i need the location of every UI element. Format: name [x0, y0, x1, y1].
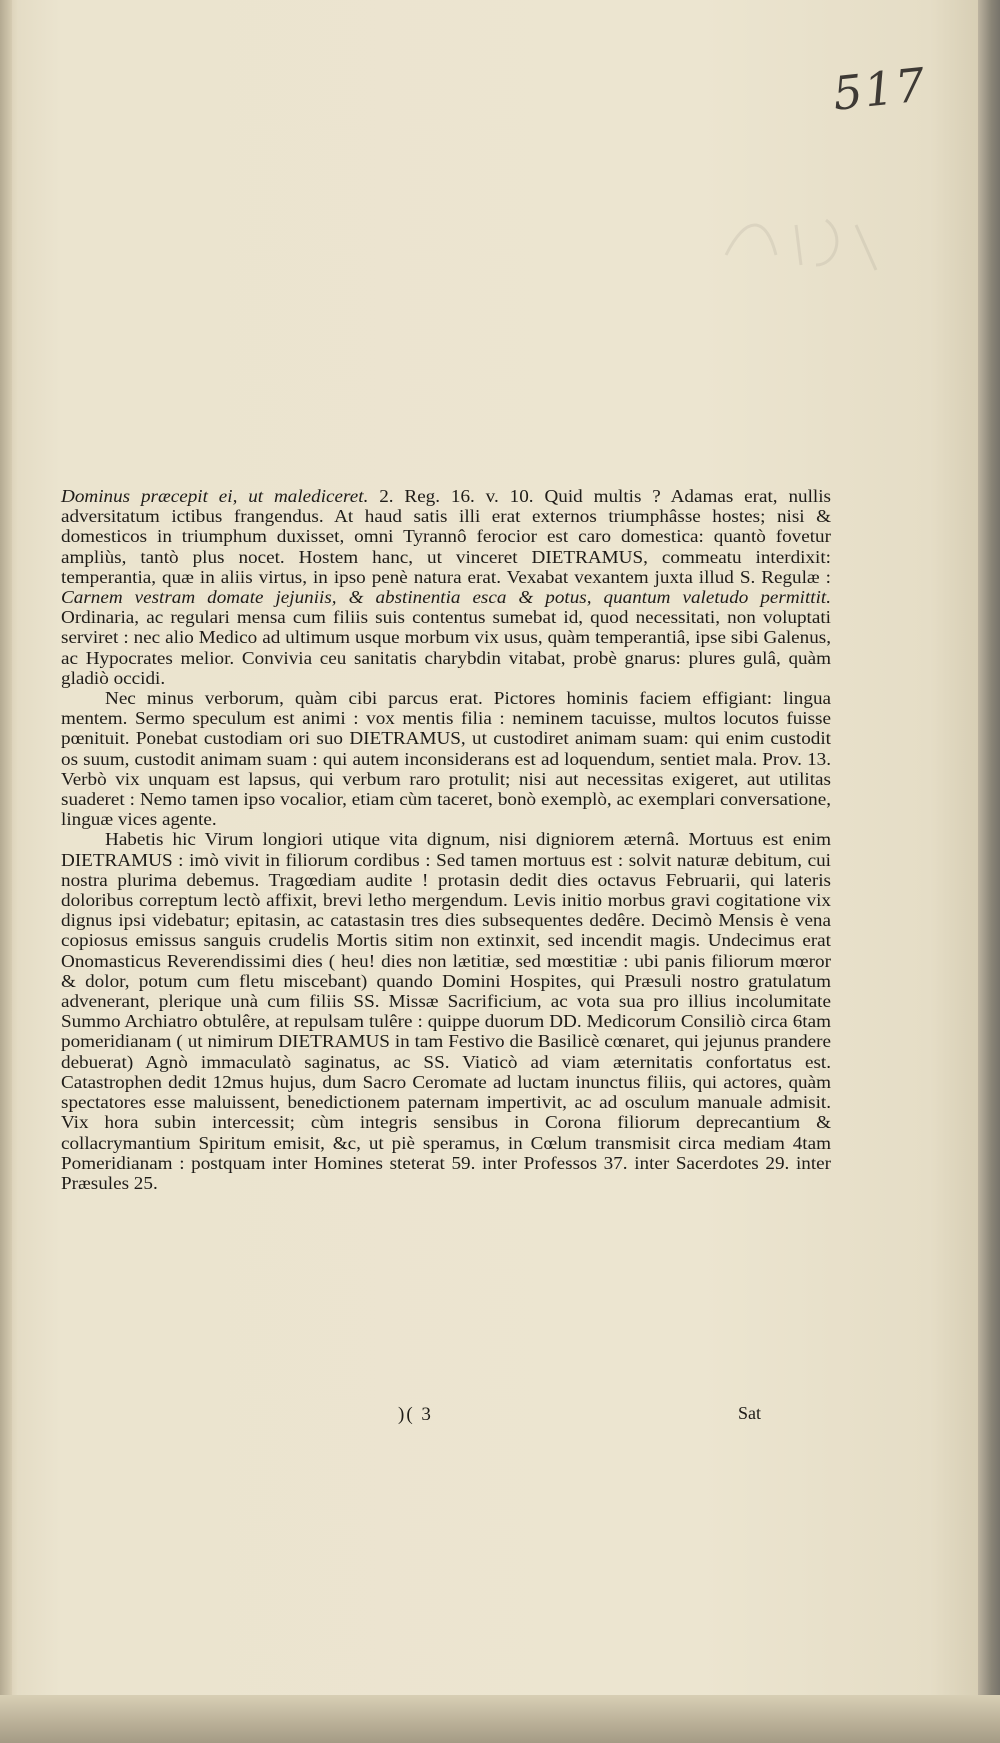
page-right-edge — [978, 0, 1000, 1743]
body-text — [61, 486, 831, 1193]
text-segment: 2. Reg. 16. v. 10. Quid multis ? Adamas erat, nullis adversitatum ictibus frangendus. At haud satis illi erat externos triumphâsse hostes; nisi & domesticos in triumphum duxisset, omni Tyrannô ferocior est caro domestica: quantò fovetur ampliùs, tantò plus nocet. Hostem hanc, ut vinceret DIETRAMUS, commeatu interdixit: temperantia, quæ in aliis virtus, in ipso penè natura erat. Vexabat vexantem juxta illud S. Regulæ : — [61, 486, 831, 587]
catchword: Sat — [738, 1403, 762, 1423]
paragraph — [61, 486, 831, 688]
signature-mark: )( 3 — [398, 1404, 433, 1425]
page-left-edge — [0, 0, 12, 1743]
italic-text-segment: Carnem vestram domate jejuniis, & abstinentia esca & potus, quantum valetudo permittit. — [61, 587, 831, 608]
folio-number: 517 — [830, 57, 930, 121]
text-segment: Ordinaria, ac regulari mensa cum filiis suis contentus sumebat id, quod necessitati, non voluptati serviret : nec alio Medico ad ultimum usque morbum vix usus, quàm temperantiâ, ipse sibi Galenus, ac Hypocrates melior. Convivia ceu sanitatis charybdin vitabat, probè gnarus: plures gulâ, quàm gladiò occidi. — [61, 607, 831, 688]
bleed-through-mark — [716, 195, 896, 285]
paragraph — [61, 688, 831, 829]
italic-text-segment: Dominus præcepit ei, ut malediceret. — [61, 486, 369, 506]
page-bottom-edge — [0, 1695, 1000, 1743]
text-segment: Habetis hic Virum longiori utique vita dignum, nisi digniorem æternâ. Mortuus est enim DIETRAMUS : imò vivit in filiorum cordibus : Sed tamen mortuus est : solvit naturæ debitum, cui nostra plurima debemus. Tragœdiam audite ! protasin dedit dies octavus Februarii, qui lateris doloribus correptum lectò affixit, brevi letho mergendum. Levis initio morbus gravi cogitatione vix dignus ipsi videbatur; epitasin, ac catastasin tres dies subsequentes dedêre. Decimò Mensis è vena copiosus emissus sanguis crudelis Mortis sitim non extinxit, sed incendit magis. Undecimus erat Onomasticus Reverendissimi dies ( heu! dies non lætitiæ, sed mœstitiæ : ubi panis filiorum mœror & dolor, potum cum fletu miscebant) quando Domini Hospites, qui Præsuli nostro gratulatum advenerant, plerique unà cum filiis SS. Missæ Sacrificium, ac vota sua pro illius incolumitate Summo Archiatro obtulêre, at repulsam tulêre : quippe duorum DD. Medicorum Consiliò circa 6tam pomeridianam ( ut nimirum DIETRAMUS in tam Festivo die Basilicè cœnaret, qui jejunus prandere debuerat) Agnò immaculatò saginatus, ac SS. Viaticò ad viam æternitatis confortatus est. Catastrophen dedit 12mus hujus, dum Sacro Ceromate ad luctam inunctus filiis, qui actores, quàm spectatores esse maluissent, benedictionem paternam impertivit, ac ad osculum manuale admisit. Vix hora subin intercessit; cùm integris sensibus in Corona filiorum deprecantium & collacrymantium Spiritum emisit, &c, ut piè speramus, in Cœlum transmisit circa mediam 4tam Pomeridianam : postquam inter Homines steterat 59. inter Professos 37. inter Sacerdotes 29. inter Præsules 25. — [61, 829, 831, 1193]
text-segment: Nec minus verborum, quàm cibi parcus erat. Pictores hominis faciem effigiant: lingua mentem. Sermo speculum est animi : vox mentis filia : neminem tacuisse, multos locutos fuisse pœnituit. Ponebat custodiam ori suo DIETRAMUS, ut custodiret animam suam: qui enim custodit os suum, custodit animam suam : qui autem inconsiderans est ad loquendum, sentiet mala. Prov. 13. Verbò vix unquam est lapsus, qui verbum raro protulit; nisi aut necessitas exigeret, aut utilitas suaderet : Nemo tamen ipso vocalior, etiam cùm taceret, bonò exemplò, ac exemplari conversatione, linguæ vices agente. — [61, 688, 831, 830]
paragraph — [61, 829, 831, 1193]
